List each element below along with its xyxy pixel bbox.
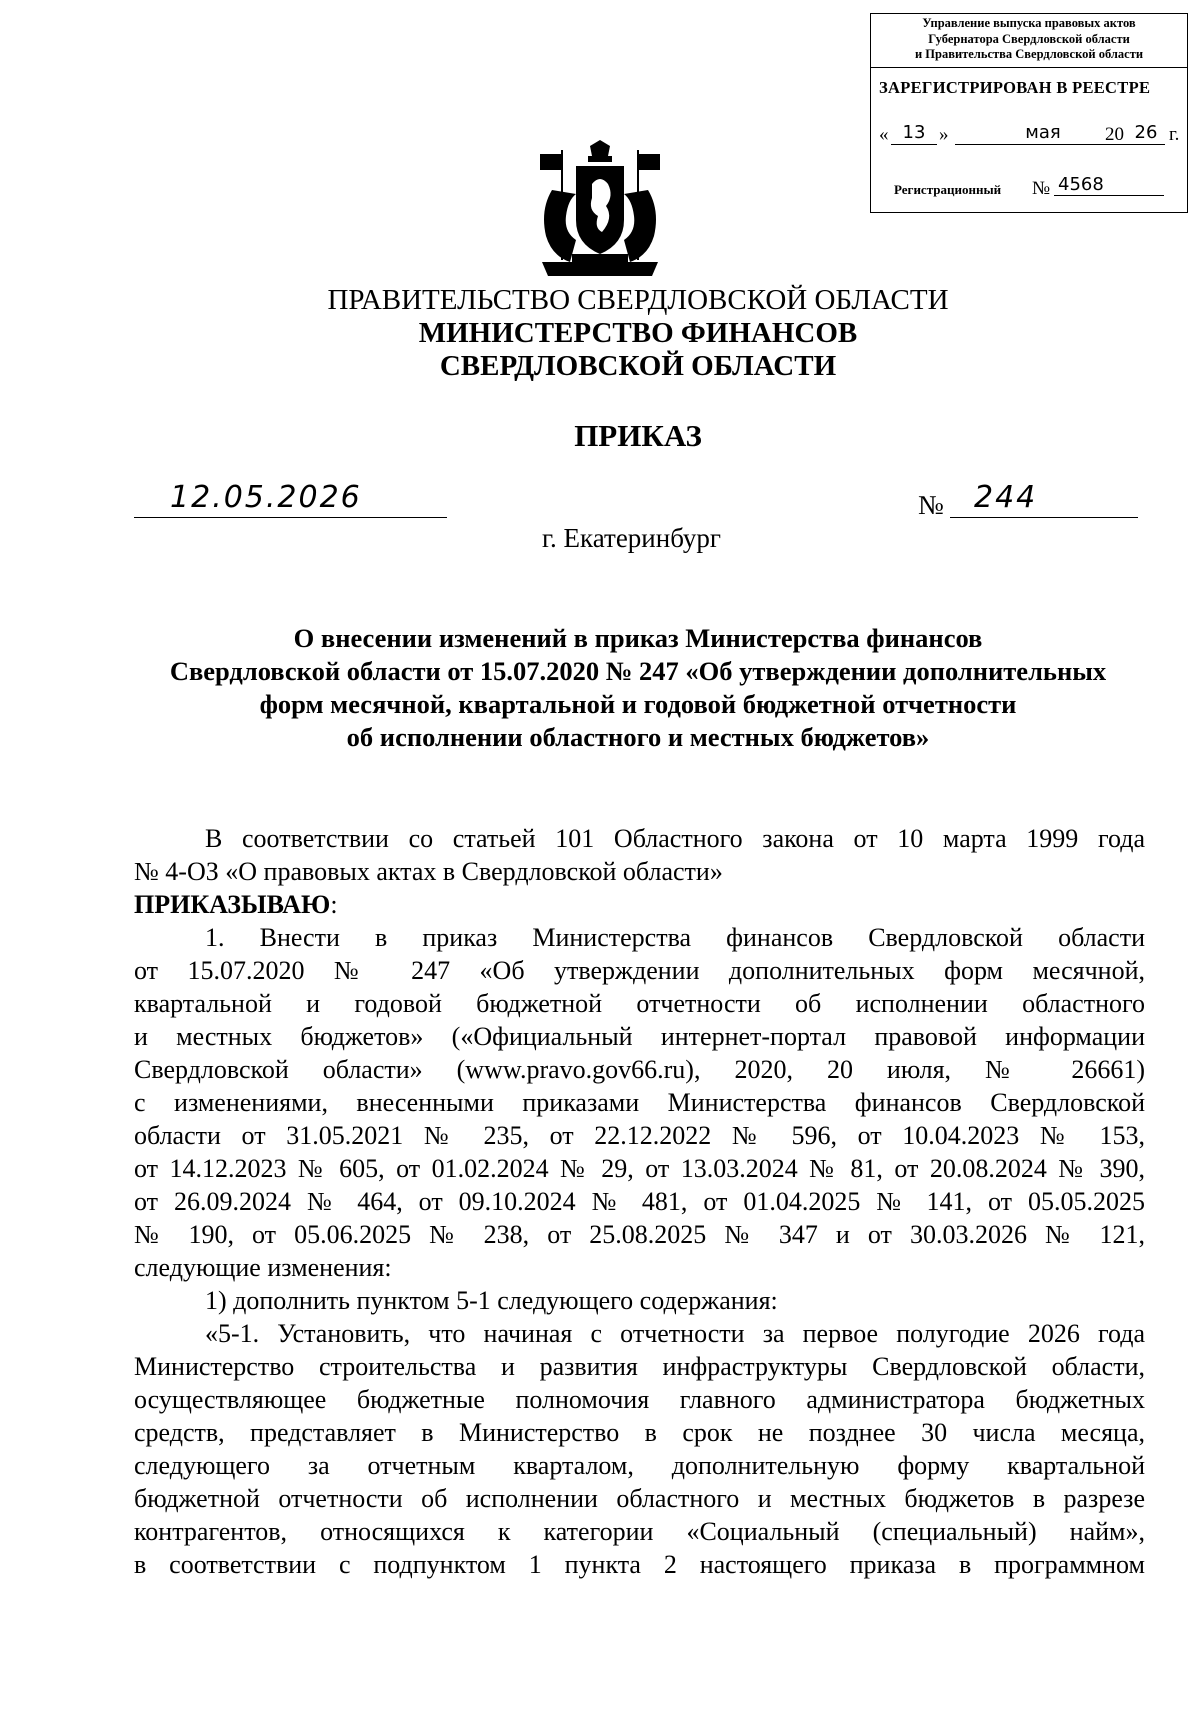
ministry-title-line2: СВЕРДЛОВСКОЙ ОБЛАСТИ xyxy=(439,350,837,382)
stamp-date xyxy=(879,120,1183,150)
registration-stamp xyxy=(870,13,1188,213)
stamp-day: 13 xyxy=(891,120,937,145)
stamp-quote-close: » xyxy=(939,124,949,145)
quote-line: контрагентов, относящихся к категории «Социальный (специальный) найм», xyxy=(134,1517,1145,1546)
item1-line: следующие изменения: xyxy=(134,1253,392,1282)
ministry-title-line1: МИНИСТЕРСТВО ФИНАНСОВ xyxy=(418,317,858,349)
subject-line: об исполнении областного и местных бюджетов» xyxy=(346,722,930,752)
decree-colon: : xyxy=(330,890,338,919)
quote-line: «5-1. Установить, что начиная с отчетности за первое полугодие 2026 года xyxy=(205,1319,1145,1348)
quote-line: осуществляющее бюджетные полномочия главного администратора бюджетных xyxy=(134,1385,1145,1414)
item1-line: от 15.07.2020 № 247 «Об утверждении дополнительных форм месячной, xyxy=(134,956,1145,985)
quote-line: Министерство строительства и развития инфраструктуры Свердловской области, xyxy=(134,1352,1145,1381)
order-body xyxy=(134,822,1145,1581)
item1-line: от 26.09.2024 № 464, от 09.10.2024 № 481, от 01.04.2025 № 141, от 05.05.2025 xyxy=(134,1187,1145,1216)
item1-line: и местных бюджетов» («Официальный интернет-портал правовой информации xyxy=(134,1022,1145,1051)
item1-line: 1. Внести в приказ Министерства финансов Свердловской области xyxy=(205,923,1145,952)
order-date: 12.05.2026 xyxy=(170,480,362,515)
stamp-header-line: Губернатора Свердловской области xyxy=(928,31,1130,46)
subject-line: О внесении изменений в приказ Министерства финансов xyxy=(293,623,983,653)
item1-line: области от 31.05.2021 № 235, от 22.12.2022 № 596, от 10.04.2023 № 153, xyxy=(134,1121,1145,1150)
order-date-field xyxy=(134,480,447,518)
order-number: 244 xyxy=(974,480,1038,515)
stamp-reg-number: 4568 xyxy=(1054,172,1164,196)
subject-line: Свердловской области от 15.07.2020 № 247 «Об утверждении дополнительных xyxy=(169,656,1107,686)
stamp-header xyxy=(871,14,1187,68)
quote-line: следующего за отчетным кварталом, дополнительную форму квартальной xyxy=(134,1451,1145,1480)
order-number-label: № xyxy=(918,490,944,520)
stamp-header-line: и Правительства Свердловской области xyxy=(914,47,1144,61)
stamp-quote-open: « xyxy=(879,124,889,145)
item1-line: Свердловской области» (www.pravo.gov66.ru), 2020, 20 июля, № 26661) xyxy=(134,1055,1145,1084)
stamp-reg-label: Регистрационный xyxy=(894,182,1002,197)
stamp-registered-label: ЗАРЕГИСТРИРОВАН В РЕЕСТРЕ xyxy=(879,78,1151,97)
order-city: г. Екатеринбург xyxy=(542,523,721,553)
stamp-year-prefix: 20 xyxy=(1105,124,1124,145)
stamp-header-line: Управление выпуска правовых актов xyxy=(922,16,1136,30)
item1-line: № 190, от 05.06.2025 № 238, от 25.08.2025 № 347 и от 30.03.2026 № 121, xyxy=(134,1220,1145,1249)
quote-line: в соответствии с подпунктом 1 пункта 2 настоящего приказа в программном xyxy=(134,1550,1145,1579)
stamp-registration-number xyxy=(894,172,1184,202)
stamp-year-unit: г. xyxy=(1169,124,1180,145)
stamp-reg-no-sign: № xyxy=(1032,178,1051,199)
order-number-field xyxy=(950,480,1138,518)
government-title: ПРАВИТЕЛЬСТВО СВЕРДЛОВСКОЙ ОБЛАСТИ xyxy=(327,284,949,316)
stamp-month: мая xyxy=(955,120,1131,145)
quote-line: бюджетной отчетности об исполнении областного и местных бюджетов в разрезе xyxy=(134,1484,1145,1513)
decree-line xyxy=(134,888,1145,921)
item1-line: от 14.12.2023 № 605, от 01.02.2024 № 29, от 13.03.2024 № 81, от 20.08.2024 № 390, xyxy=(134,1154,1145,1183)
coat-of-arms-icon xyxy=(532,140,668,280)
document-type: ПРИКАЗ xyxy=(574,418,702,453)
quote-line: средств, представляет в Министерство в срок не позднее 30 числа месяца, xyxy=(134,1418,1145,1447)
item1-line: квартальной и годовой бюджетной отчетности об исполнении областного xyxy=(134,989,1145,1018)
stamp-year-suffix: 26 xyxy=(1127,120,1165,145)
item1-line: с изменениями, внесенными приказами Министерства финансов Свердловской xyxy=(134,1088,1145,1117)
order-subject xyxy=(110,622,1166,754)
decree-word: ПРИКАЗЫВАЮ xyxy=(134,890,331,919)
subitem1-line: 1) дополнить пунктом 5-1 следующего содержания: xyxy=(205,1286,778,1315)
preamble-line: № 4-ОЗ «О правовых актах в Свердловской области» xyxy=(134,857,723,886)
preamble-line: В соответствии со статьей 101 Областного закона от 10 марта 1999 года xyxy=(205,824,1145,853)
subject-line: форм месячной, квартальной и годовой бюджетной отчетности xyxy=(259,689,1017,719)
